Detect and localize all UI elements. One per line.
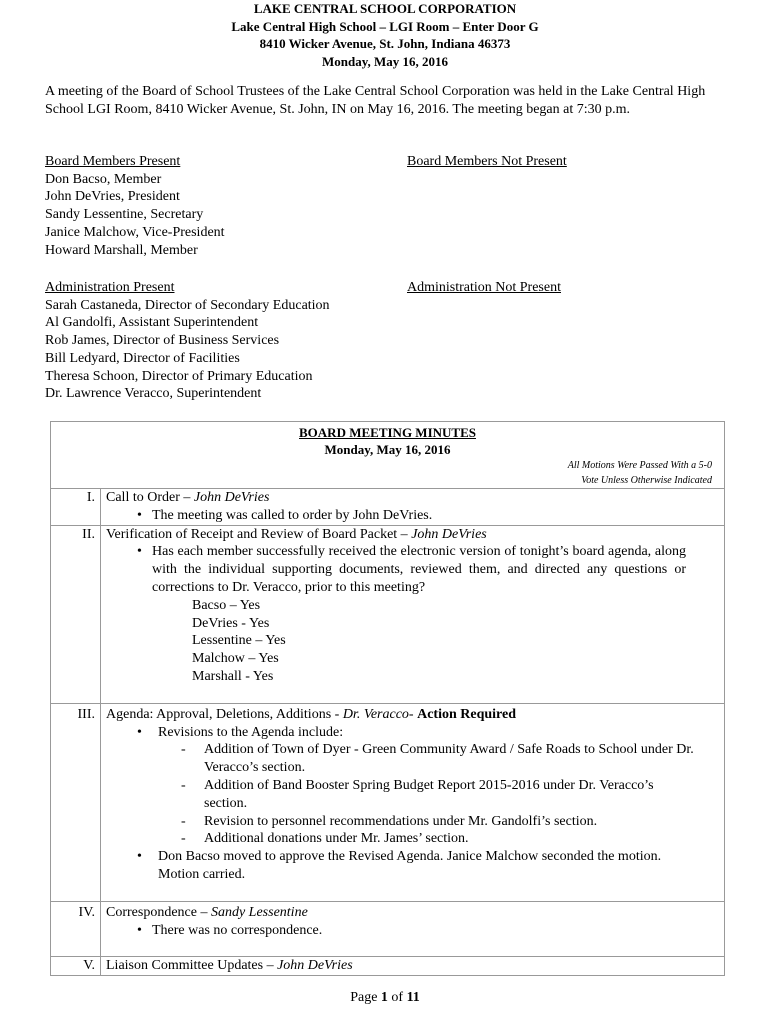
board-member: Janice Malchow, Vice-President — [45, 224, 225, 240]
revision-item: - Additional donations under Mr. James’ section. — [106, 830, 724, 848]
admin-absent-section — [407, 279, 561, 297]
agenda-item-2 — [51, 525, 725, 703]
header-location: Lake Central High School – LGI Room – Enter Door G — [231, 18, 539, 34]
motion-note — [51, 458, 724, 488]
vote-line: Bacso – Yes — [192, 597, 261, 613]
item-number: I. — [51, 489, 101, 526]
page-of: of — [387, 990, 407, 1005]
board-absent-heading: Board Members Not Present — [407, 154, 567, 169]
item-title — [106, 957, 724, 975]
agenda-item-1 — [51, 489, 725, 526]
item-bullet: • Revisions to the Agenda include: — [106, 724, 724, 742]
admin-member: Dr. Lawrence Veracco, Superintendent — [45, 386, 262, 402]
minutes-header-cell — [51, 422, 725, 489]
item-body — [101, 901, 725, 957]
page-number: 1 — [380, 990, 388, 1005]
item-number: II. — [51, 525, 101, 703]
item-title-text: Agenda: Approval, Deletions, Additions - — [106, 706, 343, 722]
admin-present-section — [45, 279, 330, 403]
item-body — [101, 703, 725, 901]
page-label: Page — [350, 990, 381, 1005]
item-body — [101, 957, 725, 976]
revision-item: - Addition of Band Booster Spring Budget Report 2015-2016 under Dr. Veracco’s section. — [106, 777, 724, 813]
admin-member: Al Gandolfi, Assistant Superintendent — [45, 315, 259, 331]
motion-note-line1: All Motions Were Passed With a 5-0 — [567, 460, 712, 471]
item-bullet: • There was no correspondence. — [106, 922, 724, 940]
item-body — [101, 489, 725, 526]
header-organization: LAKE CENTRAL SCHOOL CORPORATION — [253, 1, 517, 16]
item-person: Sandy Lessentine — [210, 904, 308, 920]
board-member: Sandy Lessentine, Secretary — [45, 207, 204, 223]
vote-line: Lessentine – Yes — [192, 633, 286, 649]
item-title — [106, 526, 724, 544]
item-person: John DeVries — [411, 526, 487, 542]
revision-item: - Revision to personnel recommendations under Mr. Gandolfi’s section. — [106, 813, 724, 831]
item-person: John DeVries — [277, 958, 353, 974]
admin-member: Sarah Castaneda, Director of Secondary Education — [45, 297, 330, 313]
admin-member: Bill Ledyard, Director of Facilities — [45, 350, 240, 366]
document-header — [0, 0, 770, 70]
vote-line: Marshall - Yes — [192, 668, 274, 684]
minutes-table — [50, 421, 725, 976]
board-absent-section — [407, 153, 567, 171]
item-separator: - — [408, 706, 418, 722]
admin-member: Rob James, Director of Business Services — [45, 333, 280, 349]
board-present-section — [45, 153, 225, 259]
motion-note-line2: Vote Unless Otherwise Indicated — [581, 475, 712, 486]
item-person: John DeVries — [193, 490, 270, 505]
vote-line: DeVries - Yes — [192, 615, 270, 631]
item-number: III. — [51, 703, 101, 901]
item-title-text: Verification of Receipt and Review of Board Packet – — [106, 526, 412, 542]
agenda-item-5 — [51, 957, 725, 976]
item-body — [101, 525, 725, 703]
item-number: IV. — [51, 901, 101, 957]
agenda-item-3 — [51, 703, 725, 901]
action-required-label: Action Required — [417, 706, 517, 722]
minutes-date: Monday, May 16, 2016 — [324, 442, 451, 457]
admin-present-heading: Administration Present — [45, 280, 175, 295]
item-title-text: Liaison Committee Updates – — [106, 958, 278, 974]
board-member: Howard Marshall, Member — [45, 242, 198, 258]
admin-absent-heading: Administration Not Present — [407, 280, 561, 295]
revision-item: - Addition of Town of Dyer - Green Community Award / Safe Roads to School under Dr. Veracco’s section. — [106, 741, 724, 777]
item-title — [106, 489, 724, 507]
vote-line: Malchow – Yes — [192, 651, 279, 667]
page-footer — [0, 990, 770, 1006]
item-person: Dr. Veracco — [342, 706, 409, 722]
board-member: Don Bacso, Member — [45, 171, 162, 187]
item-title — [106, 706, 724, 724]
agenda-item-4 — [51, 901, 725, 957]
item-bullet: • Has each member successfully received the electronic version of tonight’s board agenda, along with the individual supporting documents, reviewed them, and directed any questions or corrections to Dr. Veracco, prior to this meeting? — [106, 543, 724, 596]
page-total: 11 — [406, 990, 420, 1005]
item-bullet: • The meeting was called to order by John DeVries. — [106, 507, 724, 525]
admin-member: Theresa Schoon, Director of Primary Education — [45, 368, 313, 384]
header-address: 8410 Wicker Avenue, St. John, Indiana 46373 — [259, 36, 511, 51]
board-member: John DeVries, President — [45, 189, 180, 205]
item-title-text: Correspondence – — [106, 904, 211, 920]
item-title — [106, 904, 724, 922]
board-present-heading: Board Members Present — [45, 154, 181, 169]
minutes-title: BOARD MEETING MINUTES — [299, 425, 476, 440]
item-number: V. — [51, 957, 101, 976]
header-date: Monday, May 16, 2016 — [321, 53, 449, 69]
intro-paragraph: A meeting of the Board of School Trustees of the Lake Central School Corporation was held in the Lake Central High School LGI Room, 8410 Wicker Avenue, St. John, IN on May 16, 2016. The meeting began at 7:30 p.m. — [45, 84, 706, 117]
item-title-text: Call to Order – — [106, 490, 194, 505]
item-bullet: • Don Bacso moved to approve the Revised Agenda. Janice Malchow seconded the motion. Motion carried. — [106, 848, 724, 884]
